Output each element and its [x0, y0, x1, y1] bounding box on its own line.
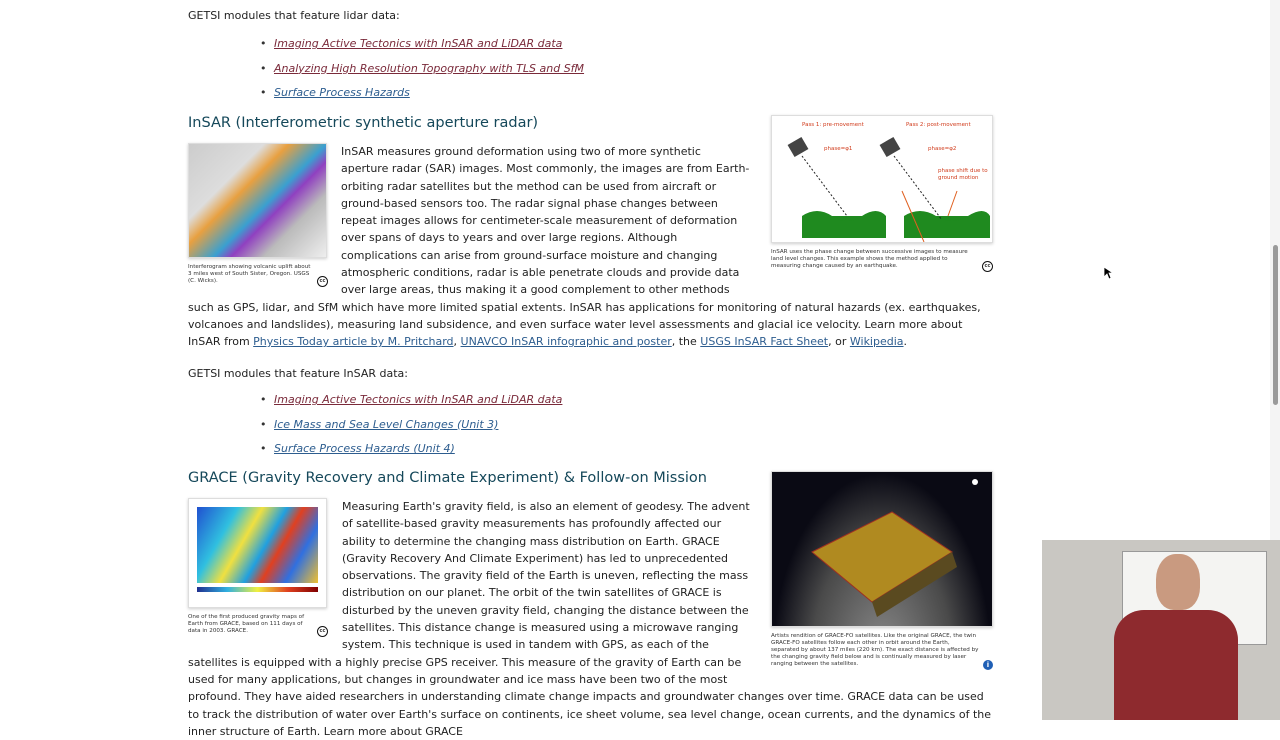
cc-license-icon[interactable]: cc [317, 626, 328, 637]
list-item [274, 391, 993, 416]
gravity-map-caption: One of the first produced gravity maps of Earth from GRACE, based on 111 days of data in 2003. GRACE. [188, 614, 305, 634]
separator: , the [671, 335, 701, 349]
scrollbar-thumb[interactable] [1273, 245, 1278, 405]
physics-today-link[interactable]: Physics Today article by M. Pritchard [253, 335, 454, 349]
separator: , or [828, 335, 850, 349]
grace-heading: GRACE (Gravity Recovery and Climate Experiment) & Follow-on Mission [188, 470, 707, 486]
phase2-label: phase=φ2 [928, 146, 957, 152]
insar-text: InSAR measures ground deformation using two of more synthetic aperture radar (SAR) images. Most commonly, the images are from Earth-orbiting radar satellites but the method can be used from aircraft or ground-based sensors too. The radar signal phase changes between repeat images allows for centimeter-scale measurement of deformation over spans of days to years and over large regions. Although complications can arise from ground-surface moisture and changing atmospheric conditions, radar is able penetrate clouds and provide data over large areas, thus making it a good complement to other methods such as GPS, lidar, and SfM which have more limited spatial extents. InSAR has applications for monitoring of natural hazards (ex. earthquakes, volcanoes and landslides), measuring land subsidence, and even surface water level assessments and glacial ice velocity. Learn more about InSAR from [188, 145, 981, 349]
grace-section [188, 498, 993, 740]
module-link[interactable]: Analyzing High Resolution Topography with TLS and SfM [274, 61, 585, 75]
insar-phase-caption: InSAR uses the phase change between successive images to measure land level changes. This example shows the method applied to measuring change caused by an earthquake. [771, 249, 968, 269]
gravity-map-caption-wrap [188, 614, 328, 635]
mouse-cursor-icon [1103, 266, 1113, 280]
presenter-shirt [1114, 610, 1238, 720]
gravity-map-image[interactable] [188, 498, 327, 608]
lidar-modules-intro: GETSI modules that feature lidar data: [188, 9, 400, 22]
presenter-video [1042, 540, 1280, 720]
grace-description: Measuring Earth's gravity field, is also an element of geodesy. The advent of satellite-based gravity measurements has profoundly affected our ability to determine the changing mass distribution on Earth. GRACE (Gravity Recovery And Climate Experiment) has led to unprecedented observations. The gravity field of the Earth is uneven, reflecting the mass distribution on our planet. The orbit of the twin satellites of GRACE is disturbed by the uneven gravity field, changing the distance between the satellites. This distance change is measured using a microwave ranging system. This technique is used in tandem with GPS, as each of the satellites is equipped with a highly precise GPS receiver. This measure of the gravity of Earth can be used for many applications, but changes in groundwater and ice mass have been two of the most profound. They have aided researchers in understanding climate change impacts and groundwater changes over time. GRACE data can be used to track the distribution of water over Earth's surface on continents, ice sheet volume, sea level change, ocean currents, and the dynamics of the inner structure of Earth. Learn more about GRACE [188, 500, 992, 738]
unavco-link[interactable]: UNAVCO InSAR infographic and poster [460, 335, 672, 349]
lidar-modules [188, 7, 993, 109]
usgs-fact-sheet-link[interactable]: USGS InSAR Fact Sheet [700, 335, 829, 349]
insar-modules-list [188, 391, 993, 465]
grace-satellite-caption: Artists rendition of GRACE-FO satellites. Like the original GRACE, the twin GRACE-FO satellites follow each other in orbit around the Earth, separated by about 137 miles (220 km). The exact distance is affected by the changing gravity field below and is continually measured by laser ranging between the satellites. [771, 633, 979, 667]
insar-body [188, 143, 993, 351]
module-link[interactable]: Ice Mass and Sea Level Changes (Unit 3) [274, 417, 499, 431]
phase-shift-label: phase shift due to ground motion [938, 168, 988, 181]
module-link[interactable]: Surface Process Hazards [274, 86, 410, 100]
pass1-label: Pass 1: pre-movement [802, 122, 864, 128]
insar-modules-intro: GETSI modules that feature InSAR data: [188, 367, 408, 380]
list-item [274, 416, 993, 441]
cc-license-icon[interactable]: cc [317, 276, 328, 287]
list-item [274, 60, 993, 85]
lidar-modules-list [188, 35, 993, 109]
pass2-label: Pass 2: post-movement [906, 122, 971, 128]
info-icon[interactable]: i [983, 660, 993, 670]
list-item [274, 440, 993, 465]
list-item [274, 35, 993, 60]
insar-modules [188, 365, 993, 465]
separator: , [453, 335, 461, 349]
interferogram-caption: Interferogram showing volcanic uplift about 3 miles west of South Sister, Oregon. USGS (C. Wicks). [188, 264, 311, 284]
presenter-head [1156, 554, 1200, 610]
gravity-map-colors [197, 507, 318, 583]
module-link[interactable]: Surface Process Hazards (Unit 4) [274, 442, 455, 456]
insar-heading: InSAR (Interferometric synthetic aperture radar) [188, 115, 539, 131]
cc-license-icon[interactable]: cc [982, 261, 993, 272]
wikipedia-link[interactable]: Wikipedia [849, 335, 904, 349]
module-link[interactable]: Imaging Active Tectonics with InSAR and LiDAR data [274, 393, 563, 407]
phase1-label: phase=φ1 [824, 146, 853, 152]
module-link[interactable]: Imaging Active Tectonics with InSAR and LiDAR data [274, 37, 563, 51]
gravity-map-figure [188, 498, 328, 643]
gravity-colorbar [197, 587, 318, 592]
period: . [903, 335, 908, 349]
list-item [274, 84, 993, 109]
